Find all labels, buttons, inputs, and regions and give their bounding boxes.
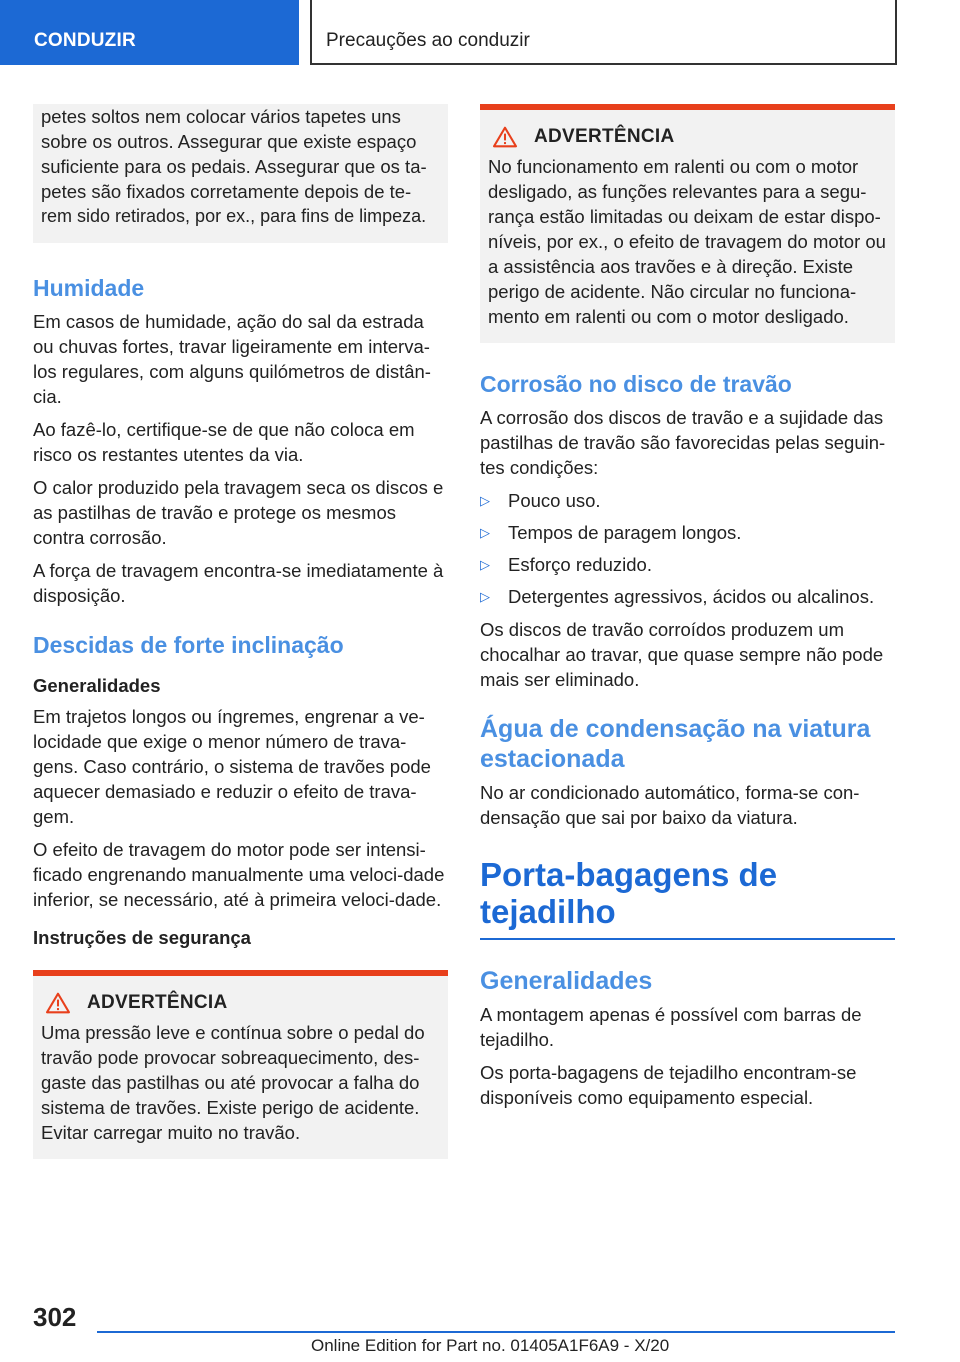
warning-triangle-icon [43, 992, 73, 1014]
list-item-text: Tempos de paragem longos. [508, 522, 742, 543]
agua-text: No ar condicionado automático, forma-se con-densação que sai por baixo da viatura. [480, 782, 860, 828]
list-item [480, 584, 895, 609]
continued-note-line: rem sido retirados, por ex., para fins de limpeza. [41, 206, 427, 226]
page-header-title: Precauções ao conduzir [326, 30, 530, 51]
continued-note-box [33, 104, 448, 243]
humidade-heading: Humidade [33, 275, 145, 301]
section-label: CONDUZIR [34, 30, 136, 51]
descidas-paragraph: O efeito de travagem do motor pode ser intensi-ficado engrenando manualmente uma veloci-dade inferior, se necessário, até à primeira veloci-dade. [33, 839, 445, 910]
footer-edition: Online Edition for Part no. 01405A1F6A9 - X/20 [311, 1336, 670, 1355]
list-item [480, 552, 895, 577]
page-header [310, 0, 897, 65]
continued-note-line: sobre os outros. Assegurar que existe espaço [41, 131, 417, 152]
list-item-text: Esforço reduzido. [508, 554, 652, 575]
warning-title: ADVERTÊNCIA [87, 992, 228, 1013]
seguranca-subheading: Instruções de segurança [33, 927, 251, 948]
bullet-triangle-icon: ▷ [480, 493, 490, 508]
agua-heading: Água de condensação na viatura estacionada [480, 715, 871, 773]
warning-header [488, 126, 887, 148]
warning-box-idle [480, 104, 895, 343]
warning-title: ADVERTÊNCIA [534, 126, 675, 147]
warning-header [41, 992, 440, 1014]
humidade-paragraph: Em casos de humidade, ação do sal da estrada ou chuvas fortes, travar ligeiramente em interva-los regulares, com alguns quilómetros de distân-cia. [33, 311, 431, 407]
corrosao-intro: A corrosão dos discos de travão e a sujidade das pastilhas de travão são favorecidas pelas seguin-tes condições: [480, 407, 886, 478]
warning-triangle-icon [490, 126, 520, 148]
section-tab [0, 0, 299, 65]
descidas-heading: Descidas de forte inclinação [33, 632, 344, 658]
list-item [480, 488, 895, 513]
right-column [480, 104, 895, 1118]
corrosao-list [480, 488, 895, 609]
footer-divider [97, 1331, 895, 1333]
porta-paragraph: Os porta-bagagens de tejadilho encontram-se disponíveis como equipamento especial. [480, 1062, 857, 1108]
humidade-paragraph: Ao fazê-lo, certifique-se de que não coloca em risco os restantes utentes da via. [33, 419, 415, 465]
warning-text: No funcionamento em ralenti ou com o motor desligado, as funções relevantes para a segu-rança estão limitadas ou deixam de estar dispo-níveis, por ex., o efeito de travagem do motor ou a assistência aos travões e à direção. Existe perigo de acidente. Não circular no funciona-mento em ralenti ou com o motor desligado. [488, 156, 886, 327]
bullet-triangle-icon: ▷ [480, 589, 490, 604]
left-column [33, 104, 448, 1189]
warning-text: Uma pressão leve e contínua sobre o pedal do travão pode provocar sobreaquecimento, des-gaste das pastilhas ou até provocar a falha do sistema de travões. Existe perigo de acidente. Evitar carregar muito no travão. [41, 1022, 425, 1143]
bullet-triangle-icon: ▷ [480, 557, 490, 572]
list-item [480, 520, 895, 545]
bullet-triangle-icon: ▷ [480, 525, 490, 540]
porta-bagagens-heading: Porta-bagagens de tejadilho [480, 856, 895, 940]
continued-note-line: petes soltos nem colocar vários tapetes uns [41, 106, 401, 127]
porta-paragraph: A montagem apenas é possível com barras de tejadilho. [480, 1004, 862, 1050]
porta-generalidades-heading: Generalidades [480, 967, 653, 995]
humidade-paragraph: A força de travagem encontra-se imediatamente à disposição. [33, 560, 444, 606]
descidas-subheading: Generalidades [33, 675, 161, 696]
continued-note-line: suficiente para os pedais. Assegurar que os ta- [41, 156, 427, 177]
warning-box-brake [33, 970, 448, 1159]
corrosao-heading: Corrosão no disco de travão [480, 371, 792, 397]
list-item-text: Pouco uso. [508, 490, 601, 511]
list-item-text: Detergentes agressivos, ácidos ou alcalinos. [508, 586, 875, 607]
humidade-paragraph: O calor produzido pela travagem seca os discos e as pastilhas de travão e protege os mesmos contra corrosão. [33, 477, 444, 548]
page-number: 302 [33, 1302, 77, 1332]
descidas-paragraph: Em trajetos longos ou íngremes, engrenar a ve-locidade que exige o menor número de trava-gens. Caso contrário, o sistema de travões pode aquecer demasiado e reduzir o efeito de trava-gem. [33, 706, 431, 827]
corrosao-outro: Os discos de travão corroídos produzem um chocalhar ao travar, que quase sempre não pode mais ser eliminado. [480, 619, 884, 690]
continued-note-line: petes são fixados corretamente depois de te- [41, 181, 412, 202]
